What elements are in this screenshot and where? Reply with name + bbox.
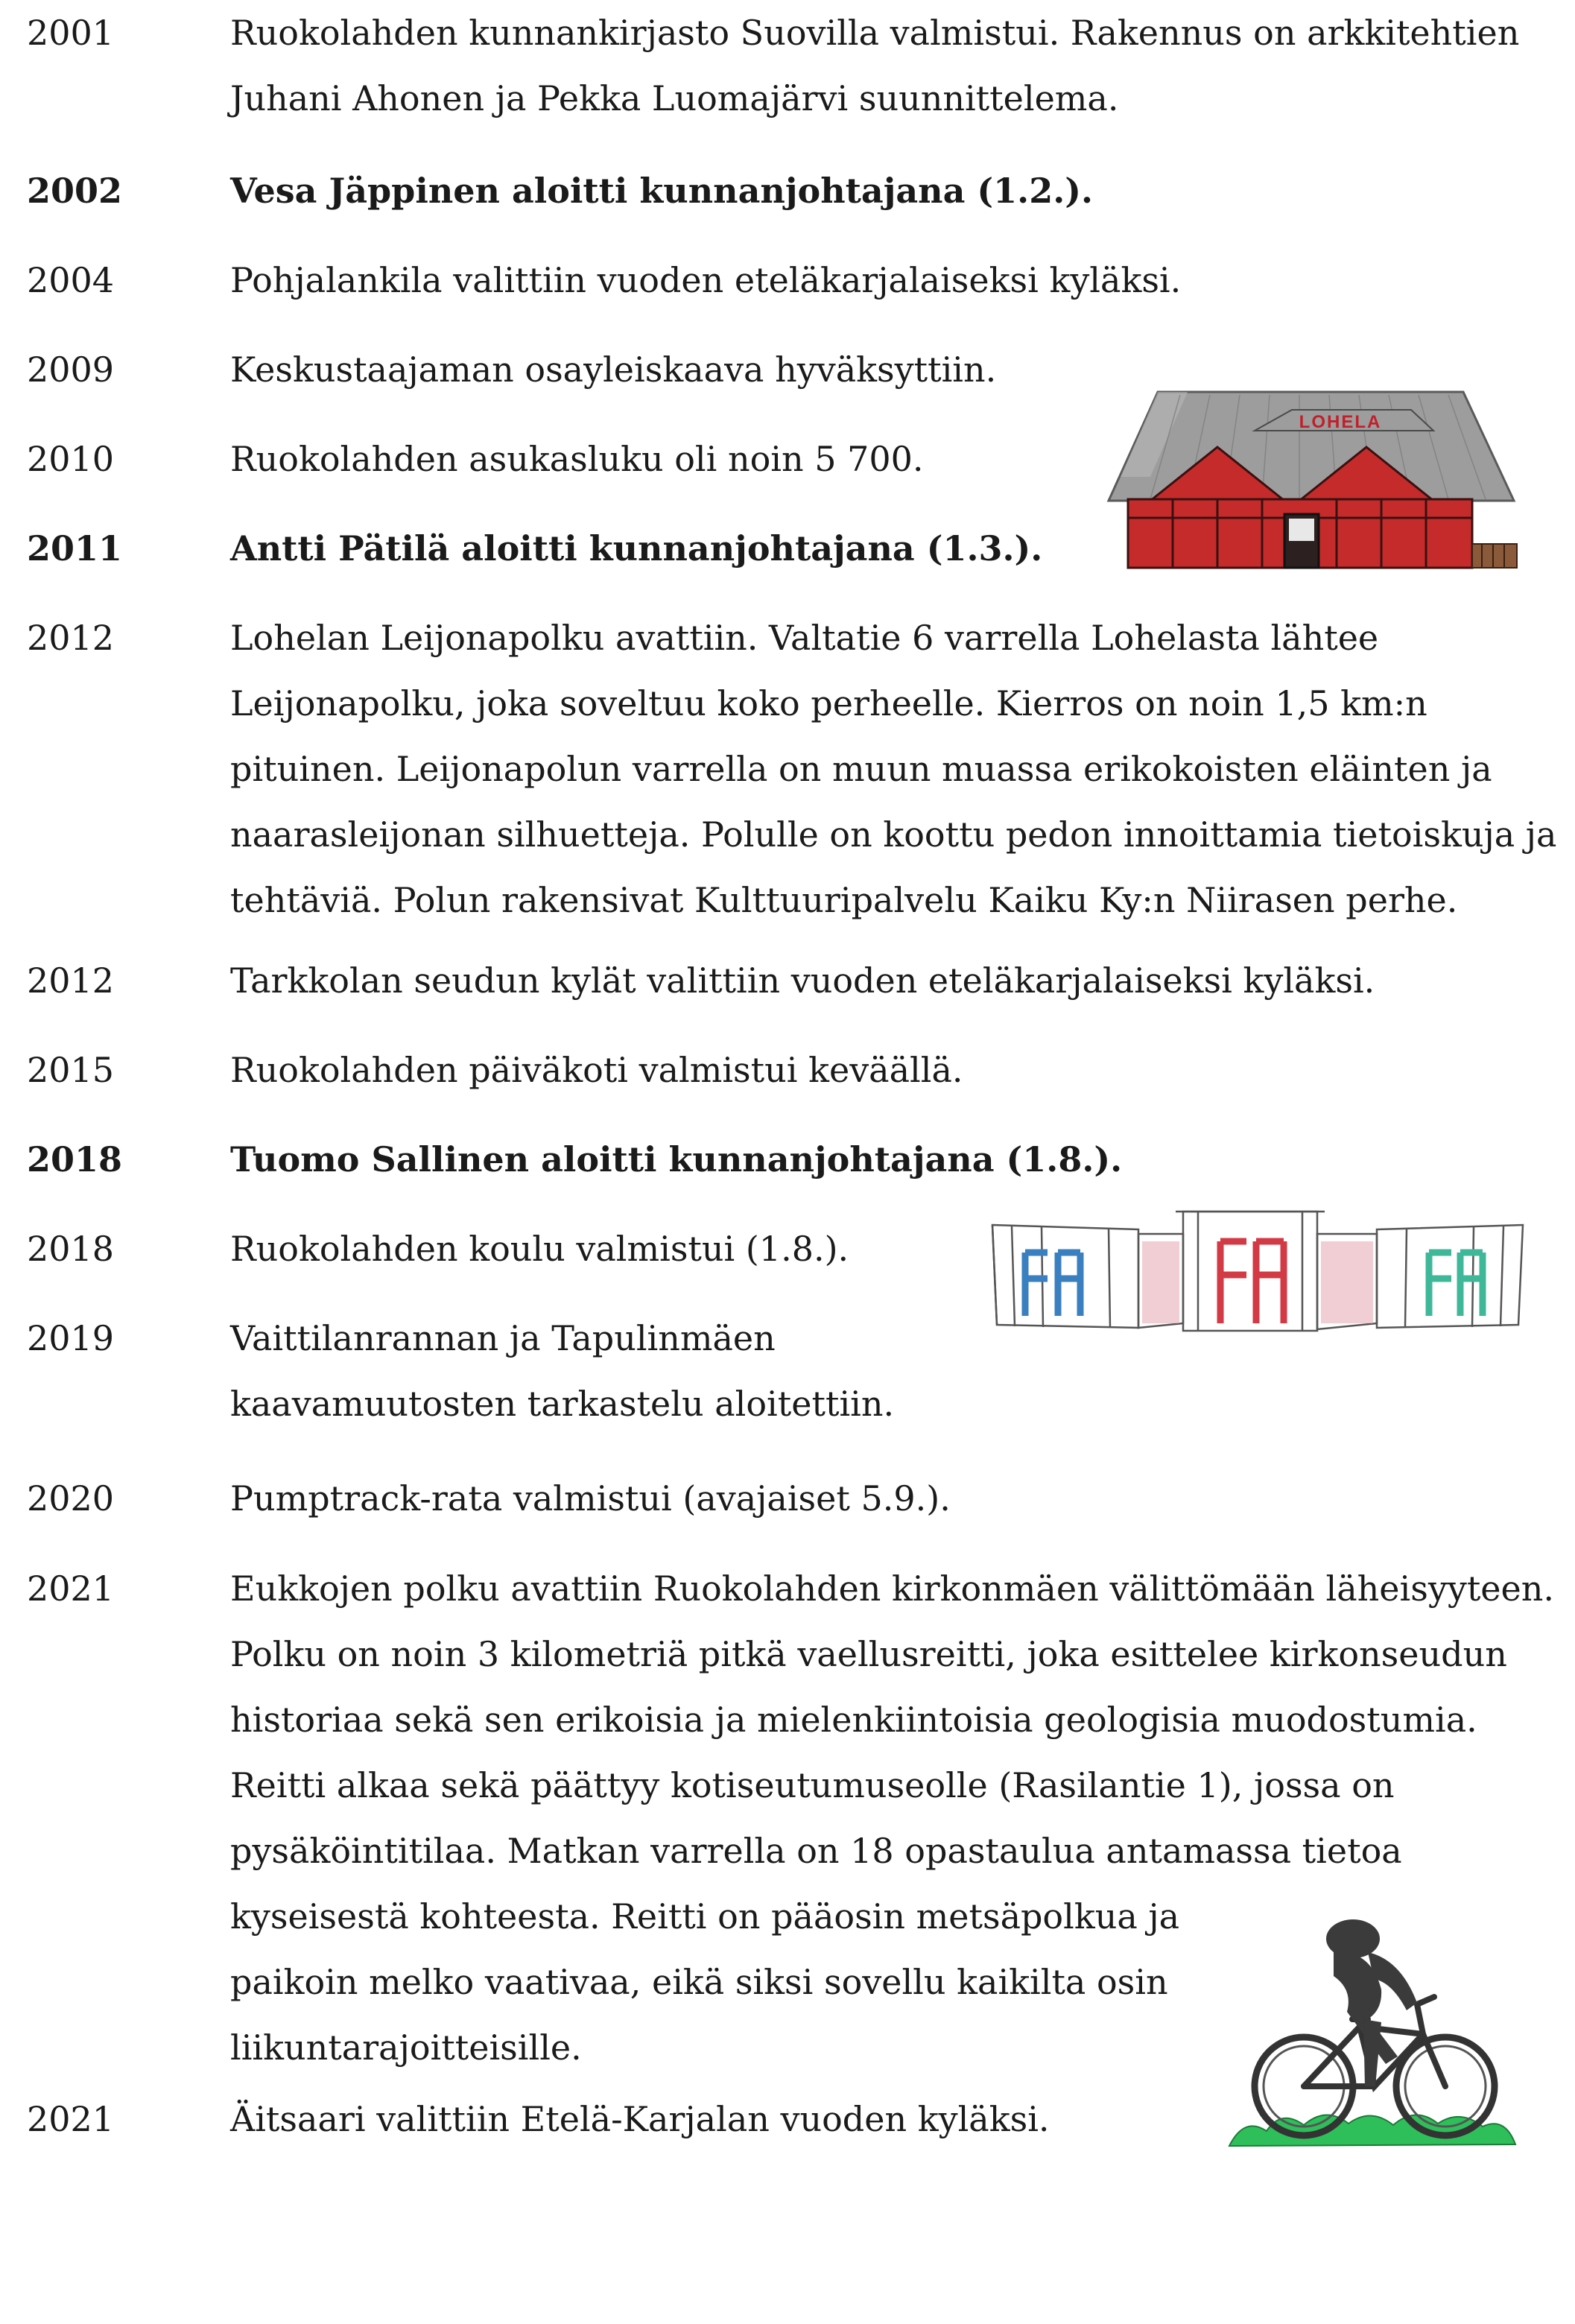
entry-text-line: Vaittilanrannan ja Tapulinmäen — [230, 1318, 776, 1358]
entry-text-line: Juhani Ahonen ja Pekka Luomajärvi suunnittelema. — [230, 78, 1119, 118]
entry-year: 2015 — [27, 1050, 115, 1090]
entry-text-line: Polku on noin 3 kilometriä pitkä vaellusreitti, joka esittelee kirkonseudun — [230, 1634, 1507, 1674]
entry-text-line: historiaa sekä sen erikoisia ja mielenkiintoisia geologisia muodostumia. — [230, 1700, 1477, 1740]
entry-year: 2010 — [27, 439, 115, 479]
entry-text-line: pysäköintitilaa. Matkan varrella on 18 opastaulua antamassa tietoa — [230, 1831, 1402, 1871]
entry-text-line: Ruokolahden asukasluku oli noin 5 700. — [230, 439, 924, 479]
entry-year: 2018 — [27, 1139, 123, 1180]
entry-year: 2012 — [27, 960, 115, 1001]
entry-text-line: Antti Pätilä aloitti kunnanjohtajana (1.3.). — [230, 528, 1043, 569]
entry-text-line: Pumptrack-rata valmistui (avajaiset 5.9.). — [230, 1478, 951, 1519]
entry-text-line: Leijonapolku, joka soveltuu koko perheelle. Kierros on noin 1,5 km:n — [230, 683, 1427, 724]
entry-text-line: pituinen. Leijonapolun varrella on muun muassa erikokoisten eläinten ja — [230, 749, 1492, 789]
entry-year: 2012 — [27, 618, 115, 658]
entry-text-line: Lohelan Leijonapolku avattiin. Valtatie 6 varrella Lohelasta lähtee — [230, 618, 1379, 658]
entry-text — [230, 0, 1519, 131]
lohela-sign: LOHELA — [1299, 412, 1382, 432]
entry-year: 2001 — [27, 13, 115, 53]
entry-text-line: tehtäviä. Polun rakensivat Kulttuuripalvelu Kaiku Ky:n Niirasen perhe. — [230, 880, 1458, 920]
entry-text-line: kaavamuutosten tarkastelu aloitettiin. — [230, 1384, 895, 1424]
entry-text-line: Keskustaajaman osayleiskaava hyväksyttiin. — [230, 349, 997, 390]
entry-year: 2021 — [27, 1568, 115, 1609]
entry-text — [230, 2086, 1050, 2152]
entry-text-line: naarasleijonan silhuetteja. Polulle on koottu pedon innoittamia tietoiskuja ja — [230, 814, 1557, 855]
entry-text — [230, 1305, 894, 1437]
entry-year: 2002 — [27, 171, 123, 211]
entry-year: 2021 — [27, 2099, 115, 2139]
entry-text-line: Ruokolahden koulu valmistui (1.8.). — [230, 1229, 849, 1269]
entry-text — [230, 1127, 1122, 1192]
entry-text — [230, 426, 924, 492]
entry-text-line: paikoin melko vaativaa, eikä siksi sovellu kaikilta osin — [230, 1962, 1168, 2002]
entry-text — [230, 1216, 849, 1282]
entry-text-line: Tarkkolan seudun kylät valittiin vuoden eteläkarjalaiseksi kyläksi. — [230, 960, 1375, 1001]
entry-text — [230, 605, 1556, 933]
entry-text-line: Reitti alkaa sekä päättyy kotiseutumuseolle (Rasilantie 1), jossa on — [230, 1765, 1395, 1805]
school-building-illustration — [989, 1197, 1526, 1338]
entry-year: 2011 — [27, 528, 123, 569]
entry-text-line: Ruokolahden päiväkoti valmistui keväällä. — [230, 1050, 963, 1090]
entry-text — [230, 247, 1181, 313]
entry-text-line: Eukkojen polku avattiin Ruokolahden kirkonmäen välittömään läheisyyteen. — [230, 1568, 1554, 1609]
entry-text-line: liikuntarajoitteisille. — [230, 2027, 582, 2068]
entry-text — [230, 1037, 963, 1103]
entry-year: 2018 — [27, 1229, 115, 1269]
entry-text — [230, 158, 1093, 224]
entry-text-line: Äitsaari valittiin Etelä-Karjalan vuoden kyläksi. — [230, 2099, 1050, 2139]
entry-text-line: kyseisestä kohteesta. Reitti on pääosin metsäpolkua ja — [230, 1896, 1180, 1937]
entry-text-line: Pohjalankila valittiin vuoden eteläkarjalaiseksi kyläksi. — [230, 260, 1182, 300]
entry-text — [230, 337, 996, 402]
cyclist-illustration — [1222, 1907, 1520, 2161]
entry-text-line: Vesa Jäppinen aloitti kunnanjohtajana (1.2.). — [230, 171, 1093, 211]
entry-text — [230, 948, 1375, 1013]
lohela-building-illustration — [1106, 387, 1523, 574]
entry-text-line: Tuomo Sallinen aloitti kunnanjohtajana (1.8.). — [230, 1139, 1123, 1180]
entry-year: 2004 — [27, 260, 115, 300]
entry-year: 2009 — [27, 349, 115, 390]
entry-year: 2020 — [27, 1478, 115, 1519]
entry-text — [230, 1466, 951, 1531]
entry-text — [230, 516, 1042, 581]
entry-text-line: Ruokolahden kunnankirjasto Suovilla valmistui. Rakennus on arkkitehtien — [230, 13, 1520, 53]
entry-year: 2019 — [27, 1318, 115, 1358]
